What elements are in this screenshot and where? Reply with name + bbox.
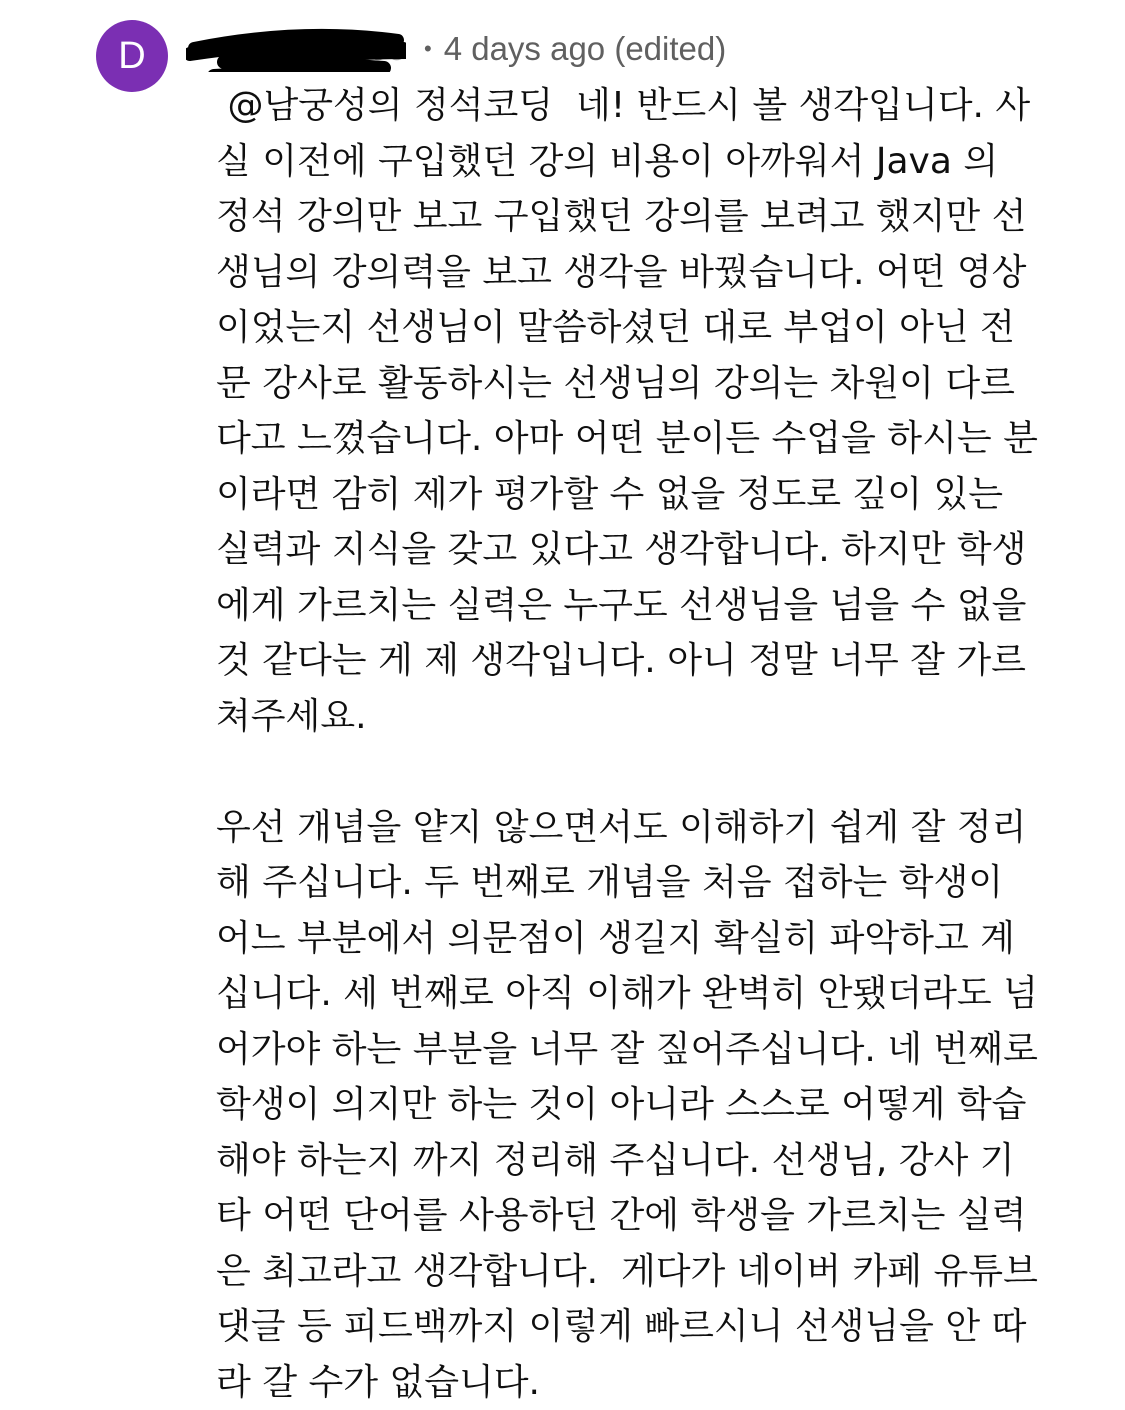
avatar[interactable]: D [96, 20, 168, 92]
comment-line: 실 이전에 구입했던 강의 비용이 아까워서 Java 의 [216, 134, 1076, 190]
comment-line: 에게 가르치는 실력은 누구도 선생님을 넘을 수 없을 [216, 578, 1076, 634]
comment-line: 어가야 하는 부분을 너무 잘 짚어주십니다. 네 번째로 [216, 1022, 1076, 1078]
comment-line: 실력과 지식을 갖고 있다고 생각합니다. 하지만 학생 [216, 522, 1076, 578]
author-name-visible: Yoo [350, 30, 406, 67]
comment-line: 라 갈 수가 없습니다. [216, 1355, 1076, 1410]
comment-line: 생님의 강의력을 보고 생각을 바꿨습니다. 어떤 영상 [216, 245, 1076, 301]
comment-header [186, 26, 726, 72]
comment-line: 해야 하는지 까지 정리해 주십니다. 선생님, 강사 기 [216, 1133, 1076, 1189]
comment-line: 이었는지 선생님이 말씀하셨던 대로 부업이 아닌 전 [216, 300, 1076, 356]
author-name[interactable] [186, 26, 406, 72]
comment-line: 문 강사로 활동하시는 선생님의 강의는 차원이 다르 [216, 356, 1076, 412]
comment-timestamp[interactable]: 4 days ago (edited) [444, 30, 727, 68]
comment-line: 해 주십니다. 두 번째로 개념을 처음 접하는 학생이 [216, 855, 1076, 911]
comment-paragraph-2 [216, 800, 1076, 1410]
comment-line: @남궁성의 정석코딩 네! 반드시 볼 생각입니다. 사 [216, 78, 1076, 134]
comment-line: 어느 부분에서 의문점이 생길지 확실히 파악하고 계 [216, 911, 1076, 967]
comment-line: 이라면 감히 제가 평가할 수 없을 정도로 깊이 있는 [216, 467, 1076, 523]
comment-line: 쳐주세요. [216, 689, 1076, 745]
comment-paragraph-1 [216, 78, 1076, 744]
redaction-scribble [186, 26, 406, 72]
comment-line: 은 최고라고 생각합니다. 게다가 네이버 카페 유튜브 [216, 1244, 1076, 1300]
header-separator: • [424, 36, 432, 62]
comment-line: 학생이 의지만 하는 것이 아니라 스스로 어떻게 학습 [216, 1077, 1076, 1133]
comment-line: 다고 느꼈습니다. 아마 어떤 분이든 수업을 하시는 분 [216, 411, 1076, 467]
comment-line: 타 어떤 단어를 사용하던 간에 학생을 가르치는 실력 [216, 1188, 1076, 1244]
comment-line: 십니다. 세 번째로 아직 이해가 완벽히 안됐더라도 넘 [216, 966, 1076, 1022]
paragraph-gap [216, 744, 1076, 800]
comment-line: 정석 강의만 보고 구입했던 강의를 보려고 했지만 선 [216, 189, 1076, 245]
comment-line: 댓글 등 피드백까지 이렇게 빠르시니 선생님을 안 따 [216, 1299, 1076, 1355]
comment-line: 것 같다는 게 제 생각입니다. 아니 정말 너무 잘 가르 [216, 633, 1076, 689]
comment-body [216, 78, 1076, 1410]
comment-line: 우선 개념을 얕지 않으면서도 이해하기 쉽게 잘 정리 [216, 800, 1076, 856]
